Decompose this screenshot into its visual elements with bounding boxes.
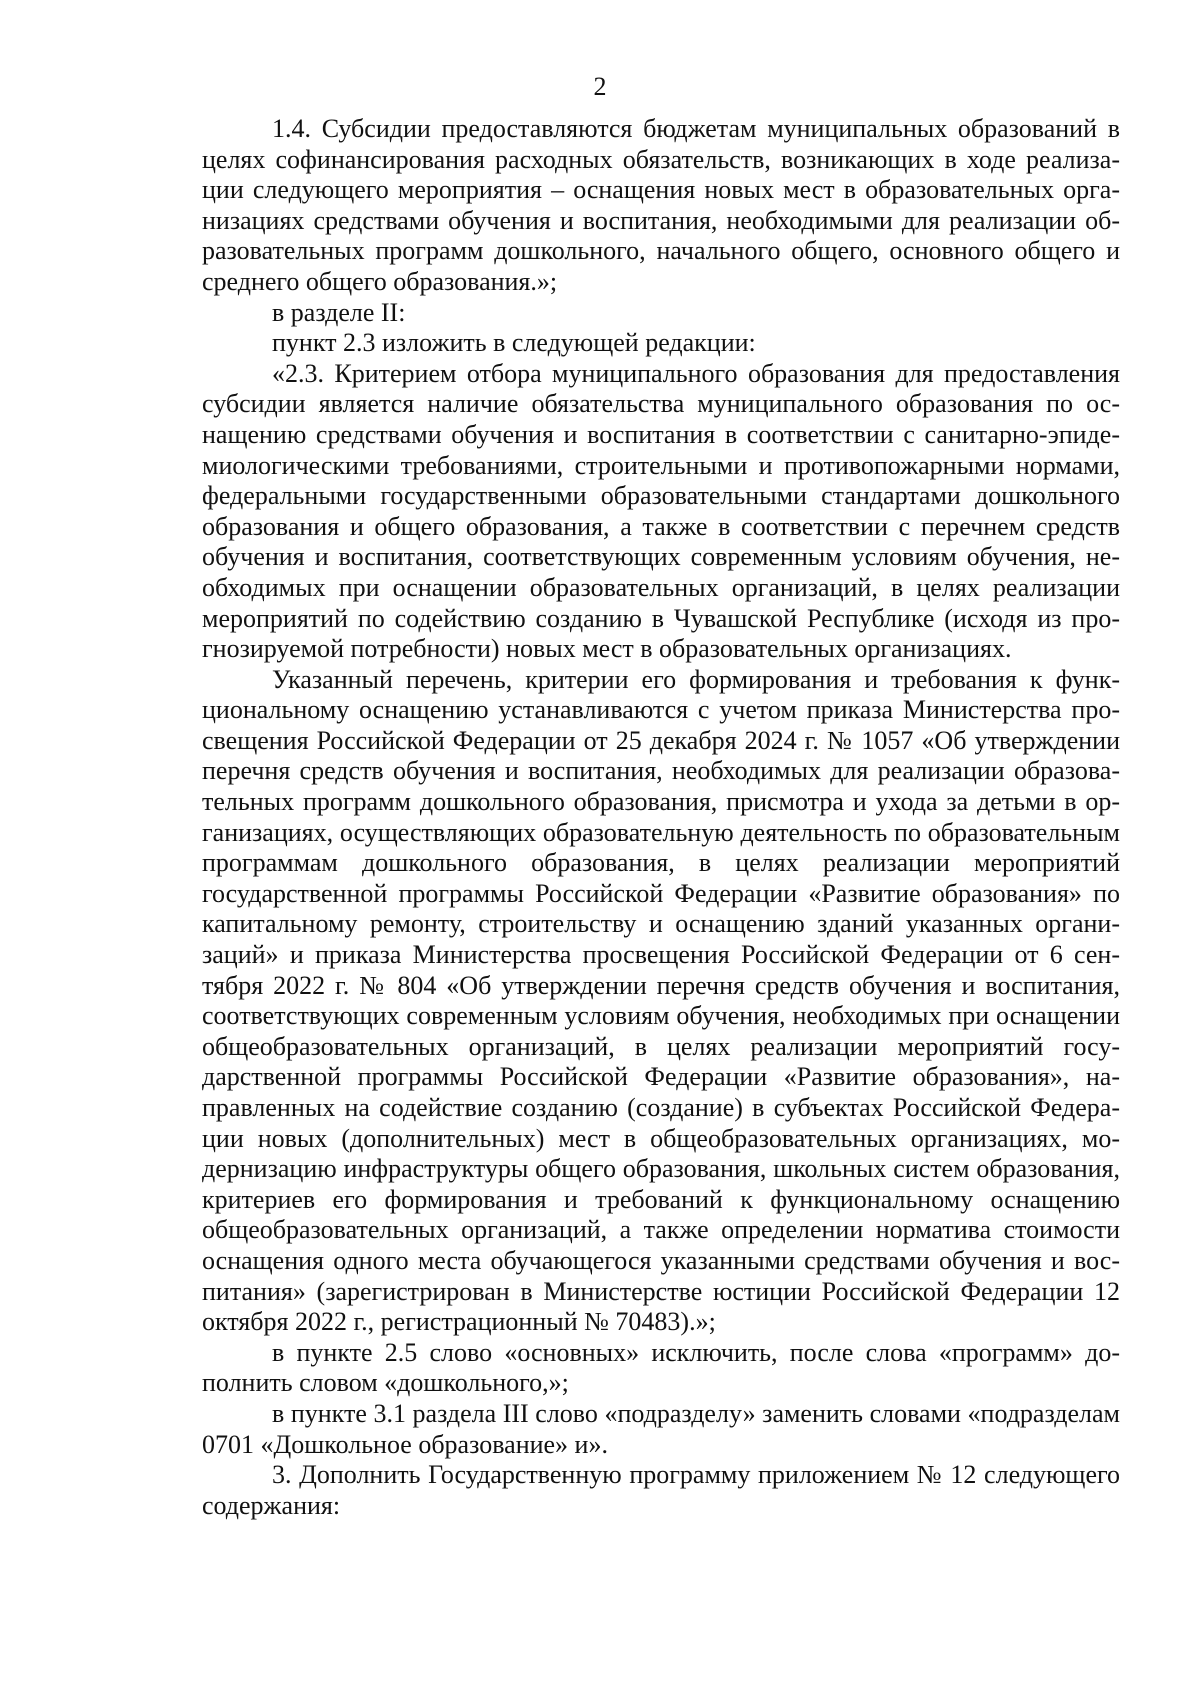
document-body: [202, 114, 1120, 1521]
paragraph-point-2-5-change: в пункте 2.5 слово «основных» исключить, после слова «программ» дополнить словом «дошкольного,»;: [202, 1337, 1120, 1398]
paragraph-list-criteria-orders: Указанный перечень, критерии его формирования и требования к функциональному оснащению устанавливаются с учетом приказа Министерства просвещения Российской Федерации от 25 декабря 2024 г. № 1057 «Об утверждении перечня средств обучения и воспитания, необходимых для реализации образовательных программ дошкольного образования, присмотра и ухода за детьми в организациях, осуществляющих образовательную деятельность по образовательным программам дошкольного образования, в целях реализации мероприятий государственной программы Российской Федерации «Развитие образования» по капитальному ремонту, строительству и оснащению зданий указанных организаций» и приказа Министерства просвещения Российской Федерации от 6 сентября 2022 г. № 804 «Об утверждении перечня средств обучения и воспитания, соответствующих современным условиям обучения, необходимых при оснащении общеобразовательных организаций, в целях реализации мероприятий государственной программы Российской Федерации «Развитие образования», направленных на содействие созданию (создание) в субъектах Российской Федерации новых (дополнительных) мест в общеобразовательных организациях, модернизацию инфраструктуры общего образования, школьных систем образования, критериев его формирования и требований к функциональному оснащению общеобразовательных организаций, а также определении норматива стоимости оснащения одного места обучающегося указанными средствами обучения и воспитания» (зарегистрирован в Министерстве юстиции Российской Федерации 12 октября 2022 г., регистрационный № 70483).»;: [202, 664, 1120, 1337]
paragraph-point-3-1-change: в пункте 3.1 раздела III слово «подразделу» заменить словами «подразделам 0701 «Дошкольное образование» и».: [202, 1398, 1120, 1459]
page-number: 2: [593, 72, 607, 101]
paragraph-2-3-selection-criterion: «2.3. Критерием отбора муниципального образования для предоставления субсидии является наличие обязательства муниципального образования по оснащению средствами обучения и воспитания в соответствии с санитарно-эпидемиологическими требованиями, строительными и противопожарными нормами, федеральными государственными образовательными стандартами дошкольного образования и общего образования, а также в соответствии с перечнем средств обучения и воспитания, соответствующих современным условиям обучения, необходимых при оснащении образовательных организаций, в целях реализации мероприятий по содействию созданию в Чувашской Республике (исходя из прогнозируемой потребности) новых мест в образовательных организациях.: [202, 358, 1120, 664]
paragraph-appendix-12-addition: 3. Дополнить Государственную программу приложением № 12 следующего содержания:: [202, 1460, 1120, 1520]
paragraph-1-4-subsidies: 1.4. Субсидии предоставляются бюджетам муниципальных образований в целях софинансирования расходных обязательств, возникающих в ходе реализации следующего мероприятия – оснащения новых мест в образовательных организациях средствами обучения и воспитания, необходимыми для реализации образовательных программ дошкольного, начального общего, основного общего и среднего общего образования.»;: [202, 114, 1120, 296]
paragraph-point-2-3-intro: пункт 2.3 изложить в следующей редакции:: [272, 328, 756, 358]
paragraph-section-ii: в разделе II:: [272, 297, 406, 327]
